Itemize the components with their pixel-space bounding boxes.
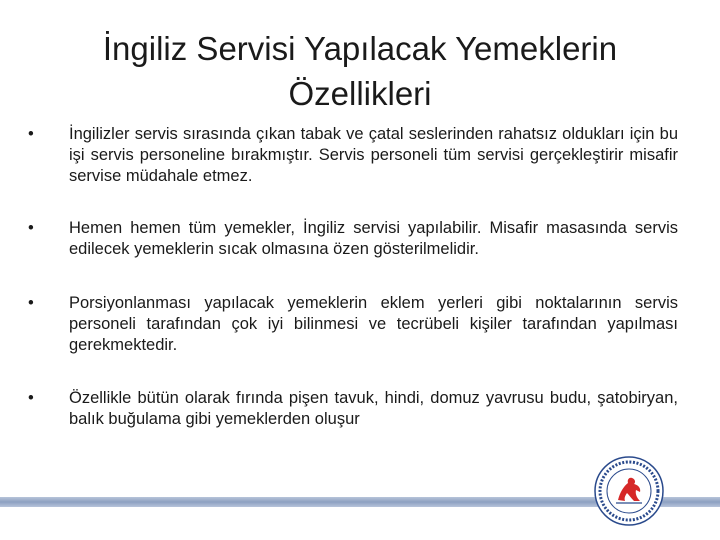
bullet-list xyxy=(28,124,678,430)
slide-title xyxy=(60,26,660,116)
bullet-marker: • xyxy=(28,125,34,143)
bullet-item xyxy=(28,388,678,430)
bullet-item xyxy=(28,124,678,187)
bullet-text: Özellikle bütün olarak fırında pişen tavuk, hindi, domuz yavrusu budu, şatobiryan, balık buğulama gibi yemeklerden oluşur xyxy=(69,389,678,428)
university-seal-icon xyxy=(594,456,664,526)
bullet-marker: • xyxy=(28,219,34,237)
bullet-item xyxy=(28,218,678,260)
bullet-marker: • xyxy=(28,389,34,407)
bullet-text: İngilizler servis sırasında çıkan tabak ve çatal seslerinden rahatsız oldukları için bu işi servis personeline bırakmıştır. Servis personeli tüm servisi gerçekleştirir misafir servise müdahale etmez. xyxy=(69,125,678,185)
bullet-text: Hemen hemen tüm yemekler, İngiliz servisi yapılabilir. Misafir masasında servis edilecek yemeklerin sıcak olmasına özen gösterilmelidir. xyxy=(69,219,678,258)
bullet-text: Porsiyonlanması yapılacak yemeklerin eklem yerleri gibi noktalarının servis personeli tarafından çok iyi bilinmesi ve tecrübeli kişiler tarafından yapılması gerekmektedir. xyxy=(69,294,678,354)
slide-title-line-2: Özellikleri xyxy=(288,75,432,112)
bullet-item xyxy=(28,293,678,356)
bullet-marker: • xyxy=(28,294,34,312)
slide-title-line-1: İngiliz Servisi Yapılacak Yemeklerin xyxy=(102,30,618,67)
